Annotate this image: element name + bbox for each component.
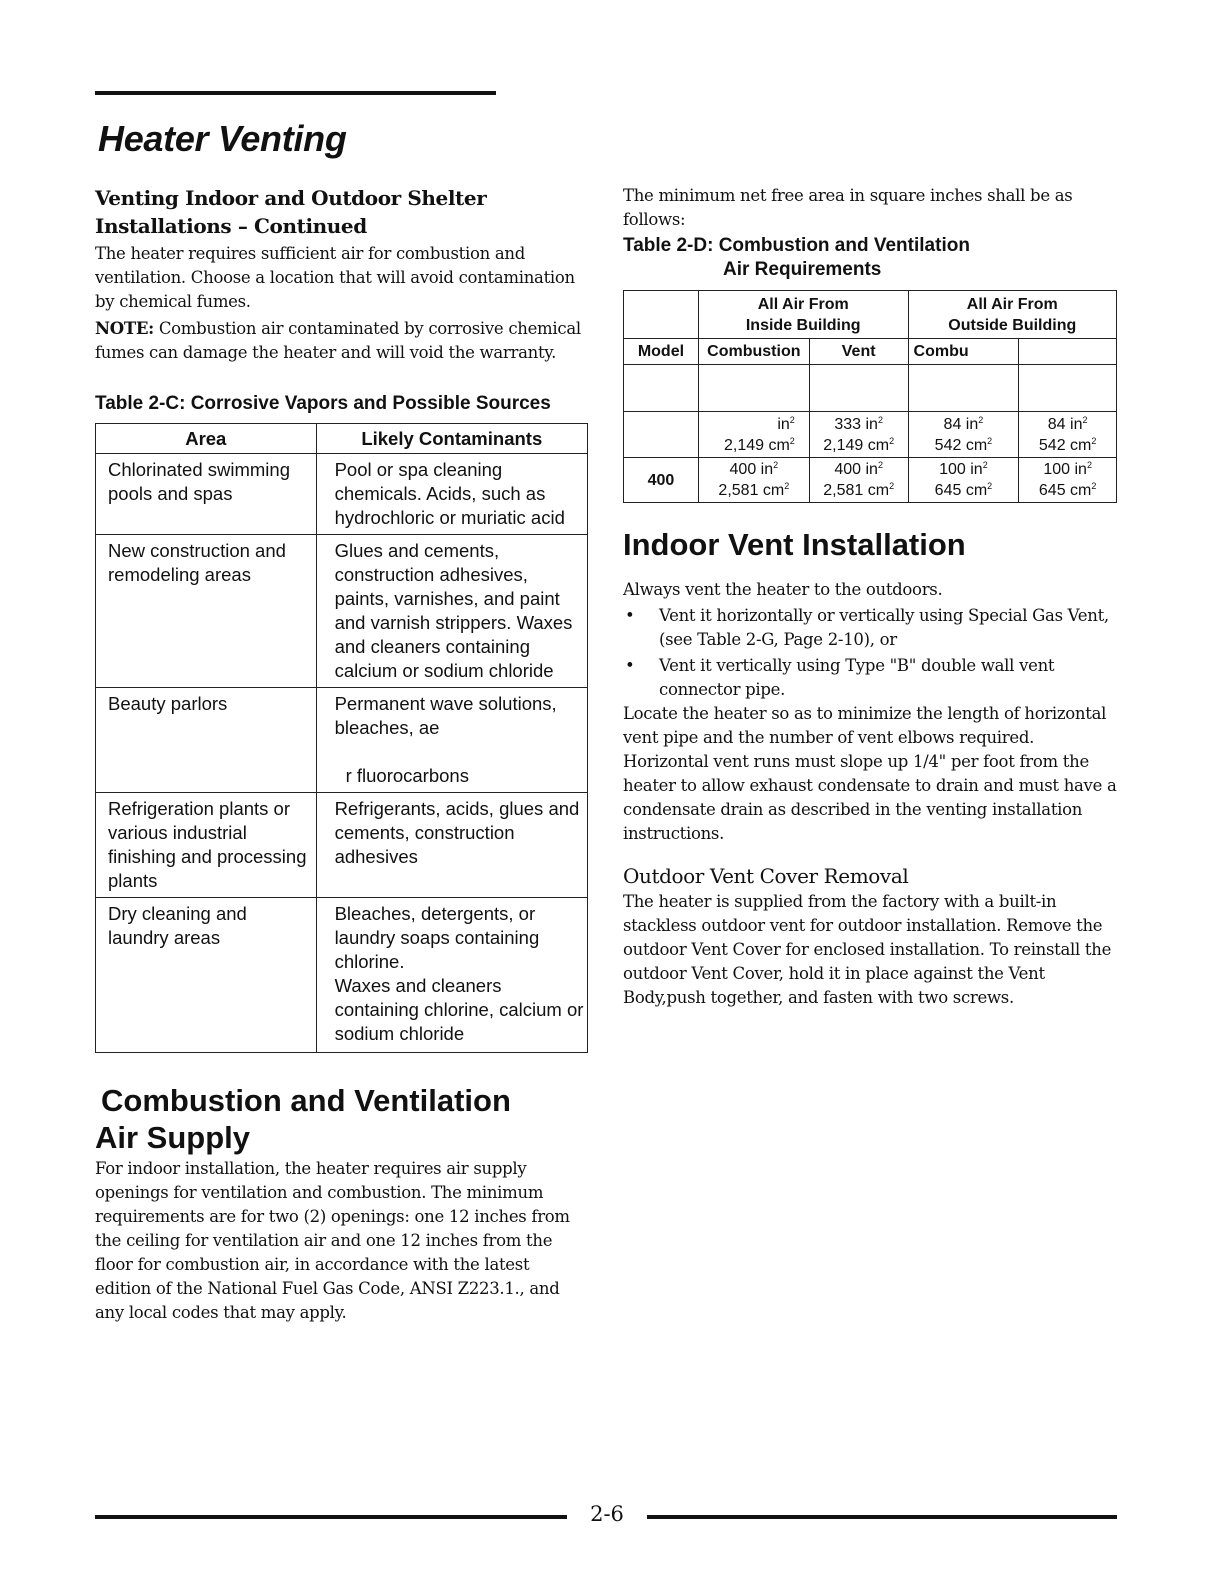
note-text: Combustion air contaminated by corrosive chemical fumes can damage the heater and will void the warranty. [95,319,581,362]
footer-rule-left [95,1515,567,1519]
superscript: 2 [784,481,790,491]
model-header-blank [624,291,699,339]
model-cell [624,412,699,458]
combustion-outside-cell [908,412,1019,458]
table-row [96,898,588,1053]
list-item [623,654,1117,702]
right-column [623,184,1117,1010]
contaminants-text-fragment: r fluorocarbons [345,765,469,786]
contaminants-cell: Refrigerants, acids, glues and cements, construction adhesives [316,793,587,898]
note-label: NOTE: [95,319,154,338]
superscript: 2 [982,460,988,470]
area-cell: Beauty parlors [96,688,317,793]
value-in: 100 in [939,461,983,478]
value-cm: 542 cm [934,436,988,454]
air-supply-heading-line1: Combustion and Ventilation [101,1083,511,1118]
value-cm: 645 cm [934,482,988,499]
inside-header-line1: All Air From [757,295,849,313]
table-2d-caption-line2: Air Requirements [723,259,882,280]
value-in: 333 in [834,415,878,433]
min-area-paragraph: The minimum net free area in square inches shall be as follows: [623,186,1073,229]
vent-outside-cell [1019,412,1117,458]
value-in: 400 in [729,461,774,478]
air-supply-heading-line2: Air Supply [95,1120,251,1155]
column-header-area: Area [96,424,317,454]
column-header-combu: Combu [908,339,1019,365]
column-header-combustion: Combustion [698,339,809,365]
value-in: 400 in [834,461,878,478]
column-header-blank [1019,339,1117,365]
value-cm: 542 cm [1038,436,1092,454]
list-item-text: Vent it horizontally or vertically using Special Gas Vent, (see Table 2-G, Page 2-10), or [659,606,1109,649]
superscript: 2 [1082,414,1088,425]
table-row-empty [624,365,1117,412]
table-row [624,412,1117,458]
bullet-icon: • [625,606,635,625]
superscript: 2 [889,435,895,446]
superscript: 2 [877,460,883,470]
air-supply-paragraph: For indoor installation, the heater requires air supply openings for ventilation and combustion. The minimum requirements are for two (2) openings: one 12 inches from the ceiling for ventilation air and one 12 inches from the floor for combustion air, in accordance with the latest edition of the National Fuel Gas Code, ANSI Z223.1., and any local codes that may apply. [95,1159,570,1322]
contaminants-cell [316,898,587,1053]
bullet-icon: • [625,656,635,675]
contaminants-cell: Glues and cements, construction adhesives, paints, varnishes, and paint and varnish strippers. Waxes and cleaners containing calcium or sodium chloride [316,535,587,688]
footer-rule-right [647,1515,1117,1519]
venting-subheading: Venting Indoor and Outdoor Shelter Installations – Continued [95,186,487,238]
column-header-model: Model [624,339,699,365]
value-in: 84 in [1047,415,1083,433]
table-row [96,793,588,898]
table-group-header-row [624,291,1117,339]
list-item [623,604,1117,652]
contaminants-text: Permanent wave solutions, bleaches, ae [334,693,557,738]
superscript: 2 [773,460,779,470]
value-in: in [777,415,790,433]
table-cell [698,365,809,412]
inside-header-line2: Inside Building [745,316,861,334]
table-2c-caption: Table 2-C: Corrosive Vapors and Possible Sources [95,393,551,414]
value-in: 84 in [943,415,979,433]
superscript: 2 [1086,460,1092,470]
value-cm: 645 cm [1038,482,1092,499]
air-requirements-table [623,290,1117,503]
outside-header-line1: All Air From [966,295,1058,313]
area-cell: Refrigeration plants or various industrial finishing and processing plants [96,793,317,898]
superscript: 2 [789,435,795,446]
column-header-vent: Vent [809,339,908,365]
value-cm: 2,149 cm [723,436,790,454]
table-2d-caption-line1: Table 2-D: Combustion and Ventilation [623,235,970,256]
superscript: 2 [789,414,795,425]
superscript: 2 [877,414,883,425]
indoor-vent-heading: Indoor Vent Installation [623,527,966,562]
list-item-text: Vent it vertically using Type "B" double wall vent connector pipe. [659,656,1055,699]
header-rule [95,91,496,95]
contaminants-text: Bleaches, detergents, or laundry soaps containing chlorine. [334,903,540,972]
value-cm: 2,581 cm [823,482,890,499]
table-row [96,688,588,793]
table-cell [624,365,699,412]
value-cm: 2,149 cm [823,436,890,454]
page-title: Heater Venting [98,118,347,159]
outside-header-line2: Outside Building [948,316,1077,334]
indoor-intro-paragraph: Always vent the heater to the outdoors. [623,580,943,599]
area-cell: New construction and remodeling areas [96,535,317,688]
table-cell [809,365,908,412]
value-in: 100 in [1043,461,1087,478]
vent-options-list [623,604,1117,702]
outdoor-cover-paragraph: The heater is supplied from the factory with a built-in stackless outdoor vent for outdoor installation. Remove the outdoor Vent Cover for enclosed installation. To reinstall the outdoor Vent Cover, hold it in place against the Vent Body,push together, and fasten with two screws. [623,892,1112,1007]
combustion-outside-cell [908,458,1019,503]
superscript: 2 [1091,435,1097,446]
superscript: 2 [1091,481,1097,491]
outdoor-cover-heading: Outdoor Vent Cover Removal [623,864,909,888]
area-cell: Dry cleaning and laundry areas [96,898,317,1053]
superscript: 2 [987,435,993,446]
inside-building-header [698,291,908,339]
vent-inside-cell [809,412,908,458]
superscript: 2 [987,481,993,491]
table-cell [908,365,1019,412]
table-row [96,535,588,688]
table-header-row [96,424,588,454]
page-number: 2-6 [590,1502,624,1526]
combustion-inside-cell [698,412,809,458]
area-cell: Chlorinated swimming pools and spas [96,454,317,535]
vent-inside-cell [809,458,908,503]
table-column-header-row [624,339,1117,365]
vent-outside-cell [1019,458,1117,503]
corrosive-vapors-table [95,423,588,1053]
contaminants-text-continued: Waxes and cleaners containing chlorine, calcium or sodium chloride [334,975,584,1044]
intro-paragraph: The heater requires sufficient air for combustion and ventilation. Choose a location that will avoid contamination by chemical fumes. [95,244,575,311]
table-cell [1019,365,1117,412]
locate-paragraph: Locate the heater so as to minimize the length of horizontal vent pipe and the number of vent elbows required. Horizontal vent runs must slope up 1/4" per foot from the heater to allow exhaust condensate to drain and must have a condensate drain as described in the venting installation instructions. [623,704,1117,843]
outside-building-header [908,291,1116,339]
table-row [624,458,1117,503]
note-paragraph [95,317,588,365]
contaminants-cell: Pool or spa cleaning chemicals. Acids, such as hydrochloric or muriatic acid [316,454,587,535]
combustion-inside-cell [698,458,809,503]
superscript: 2 [889,481,895,491]
column-header-contaminants: Likely Contaminants [316,424,587,454]
left-column [95,184,588,1325]
superscript: 2 [978,414,984,425]
contaminants-cell [316,688,587,793]
value-cm: 2,581 cm [718,482,785,499]
model-cell: 400 [624,458,699,503]
table-row [96,454,588,535]
